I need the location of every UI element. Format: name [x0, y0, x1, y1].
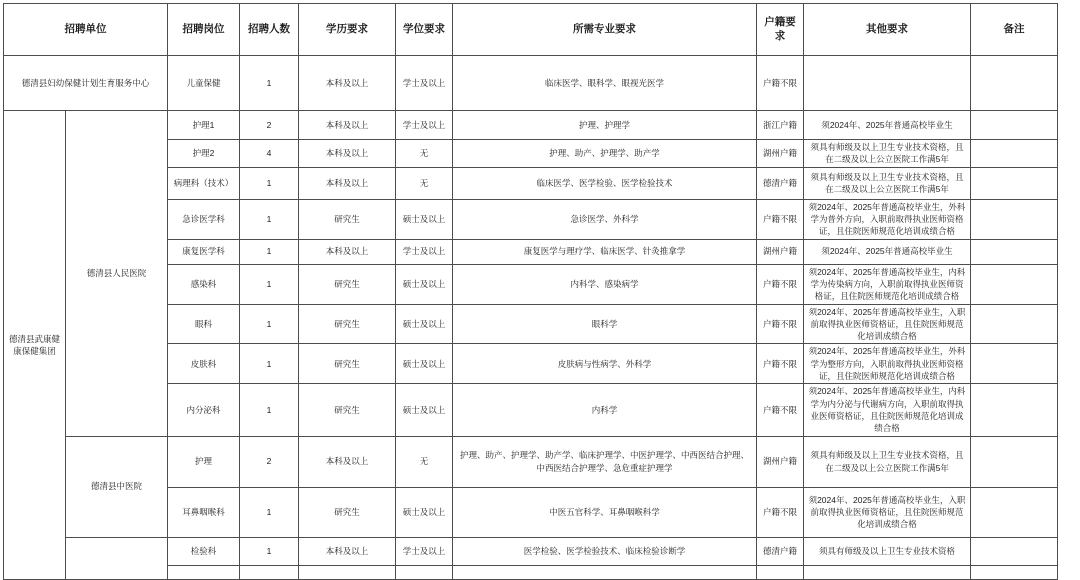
count-cell: 2	[240, 436, 299, 487]
hukou-cell: 湖州户籍	[757, 140, 804, 168]
other-cell: 须具有师级及以上卫生专业技术资格，且在二级及以上公立医院工作满5年	[804, 436, 971, 487]
degree-cell: 学士及以上	[396, 537, 453, 565]
major-cell: 康复医学与理疗学、临床医学、针灸推拿学	[453, 239, 757, 264]
other-cell: 须2024年、2025年普通高校毕业生，内科学为传染病方向，入职前取得执业医师资格证，且住院医师规范化培训成绩合格	[804, 264, 971, 304]
major-cell: 皮肤病与性病学、外科学	[453, 344, 757, 384]
edu-cell: 本科及以上	[299, 111, 396, 140]
count-cell: 1	[240, 384, 299, 436]
edu-cell	[299, 565, 396, 579]
edu-cell: 研究生	[299, 344, 396, 384]
note-cell	[971, 264, 1058, 304]
note-cell	[971, 565, 1058, 579]
hukou-cell: 湖州户籍	[757, 239, 804, 264]
major-cell: 急诊医学、外科学	[453, 199, 757, 239]
count-cell: 1	[240, 167, 299, 199]
other-cell: 须2024年、2025年普通高校毕业生，入职前取得执业医师资格证，且住院医师规范化培训成绩合格	[804, 487, 971, 537]
unit-cell: 德清县中医院	[66, 436, 168, 537]
major-cell: 内科学	[453, 384, 757, 436]
post-cell: 内分泌科	[168, 384, 240, 436]
col-header-degree: 学位要求	[396, 4, 453, 56]
note-cell	[971, 487, 1058, 537]
edu-cell: 本科及以上	[299, 537, 396, 565]
note-cell	[971, 167, 1058, 199]
other-cell: 须2024年、2025年普通高校毕业生	[804, 239, 971, 264]
degree-cell: 硕士及以上	[396, 199, 453, 239]
col-header-unit: 招聘单位	[4, 4, 168, 56]
edu-cell: 研究生	[299, 384, 396, 436]
note-cell	[971, 140, 1058, 168]
col-header-post: 招聘岗位	[168, 4, 240, 56]
post-cell: 感染科	[168, 264, 240, 304]
count-cell: 1	[240, 56, 299, 111]
other-cell: 须2024年、2025年普通高校毕业生，内科学为内分泌与代谢病方向，入职前取得执业医师资格证，且住院医师规范化培训成绩合格	[804, 384, 971, 436]
count-cell: 1	[240, 264, 299, 304]
note-cell	[971, 537, 1058, 565]
major-cell: 中医五官科学、耳鼻咽喉科学	[453, 487, 757, 537]
col-header-major: 所需专业要求	[453, 4, 757, 56]
edu-cell: 研究生	[299, 304, 396, 344]
major-cell: 护理、护理学	[453, 111, 757, 140]
hukou-cell: 德清户籍	[757, 167, 804, 199]
major-cell	[453, 565, 757, 579]
degree-cell: 硕士及以上	[396, 487, 453, 537]
note-cell	[971, 199, 1058, 239]
post-cell: 皮肤科	[168, 344, 240, 384]
other-cell	[804, 565, 971, 579]
post-cell: 护理	[168, 436, 240, 487]
post-cell	[168, 565, 240, 579]
count-cell: 1	[240, 239, 299, 264]
edu-cell: 本科及以上	[299, 140, 396, 168]
hukou-cell: 湖州户籍	[757, 436, 804, 487]
col-header-edu: 学历要求	[299, 4, 396, 56]
count-cell: 4	[240, 140, 299, 168]
degree-cell: 无	[396, 140, 453, 168]
post-cell: 护理2	[168, 140, 240, 168]
edu-cell: 研究生	[299, 264, 396, 304]
hukou-cell: 户籍不限	[757, 304, 804, 344]
degree-cell: 学士及以上	[396, 56, 453, 111]
hukou-cell: 浙江户籍	[757, 111, 804, 140]
unit-cell: 德清县人民医院	[66, 111, 168, 437]
count-cell: 1	[240, 344, 299, 384]
degree-cell: 硕士及以上	[396, 264, 453, 304]
degree-cell: 学士及以上	[396, 239, 453, 264]
post-cell: 眼科	[168, 304, 240, 344]
other-cell: 须2024年、2025年普通高校毕业生，外科学为普外方向，入职前取得执业医师资格证，且住院医师规范化培训成绩合格	[804, 199, 971, 239]
degree-cell: 硕士及以上	[396, 384, 453, 436]
note-cell	[971, 111, 1058, 140]
major-cell: 内科学、感染病学	[453, 264, 757, 304]
post-cell: 护理1	[168, 111, 240, 140]
hukou-cell: 户籍不限	[757, 344, 804, 384]
post-cell: 耳鼻咽喉科	[168, 487, 240, 537]
col-header-count: 招聘人数	[240, 4, 299, 56]
major-cell: 临床医学、医学检验、医学检验技术	[453, 167, 757, 199]
note-cell	[971, 56, 1058, 111]
degree-cell: 无	[396, 436, 453, 487]
count-cell: 1	[240, 487, 299, 537]
col-header-hukou: 户籍要求	[757, 4, 804, 56]
recruitment-table-page	[0, 3, 1080, 556]
col-header-other: 其他要求	[804, 4, 971, 56]
major-cell: 护理、助产、护理学、助产学	[453, 140, 757, 168]
post-cell: 检验科	[168, 537, 240, 565]
hukou-cell: 户籍不限	[757, 199, 804, 239]
degree-cell: 学士及以上	[396, 111, 453, 140]
unit-cell	[66, 537, 168, 579]
count-cell: 1	[240, 199, 299, 239]
degree-cell: 硕士及以上	[396, 304, 453, 344]
other-cell: 须2024年、2025年普通高校毕业生，入职前取得执业医师资格证，且住院医师规范化培训成绩合格	[804, 304, 971, 344]
degree-cell: 硕士及以上	[396, 344, 453, 384]
other-cell: 须具有师级及以上卫生专业技术资格	[804, 537, 971, 565]
edu-cell: 本科及以上	[299, 239, 396, 264]
unit-cell: 德清县妇幼保健计划生育服务中心	[4, 56, 168, 111]
edu-cell: 研究生	[299, 199, 396, 239]
major-cell: 医学检验、医学检验技术、临床检验诊断学	[453, 537, 757, 565]
post-cell: 儿童保健	[168, 56, 240, 111]
major-cell: 护理、助产、护理学、助产学、临床护理学、中医护理学、中西医结合护理、中西医结合护理学、急危重症护理学	[453, 436, 757, 487]
edu-cell: 本科及以上	[299, 436, 396, 487]
hukou-cell: 户籍不限	[757, 487, 804, 537]
edu-cell: 本科及以上	[299, 167, 396, 199]
hukou-cell: 德清户籍	[757, 537, 804, 565]
other-cell: 须具有师级及以上卫生专业技术资格，且在二级及以上公立医院工作满5年	[804, 167, 971, 199]
major-cell: 眼科学	[453, 304, 757, 344]
edu-cell: 研究生	[299, 487, 396, 537]
count-cell	[240, 565, 299, 579]
hukou-cell: 户籍不限	[757, 264, 804, 304]
note-cell	[971, 344, 1058, 384]
table-row	[4, 436, 1058, 487]
other-cell: 须2024年、2025年普通高校毕业生	[804, 111, 971, 140]
other-cell	[804, 56, 971, 111]
unit-group-cell: 德清县武康健康保健集团	[4, 111, 66, 580]
table-row	[4, 56, 1058, 111]
degree-cell	[396, 565, 453, 579]
table-row	[4, 537, 1058, 565]
count-cell: 1	[240, 537, 299, 565]
hukou-cell	[757, 565, 804, 579]
header-row	[4, 4, 1058, 56]
post-cell: 病理科（技术）	[168, 167, 240, 199]
edu-cell: 本科及以上	[299, 56, 396, 111]
post-cell: 康复医学科	[168, 239, 240, 264]
count-cell: 1	[240, 304, 299, 344]
other-cell: 须2024年、2025年普通高校毕业生，外科学为整形方向，入职前取得执业医师资格证，且住院医师规范化培训成绩合格	[804, 344, 971, 384]
col-header-note: 备注	[971, 4, 1058, 56]
note-cell	[971, 436, 1058, 487]
note-cell	[971, 384, 1058, 436]
recruitment-table	[3, 3, 1058, 580]
note-cell	[971, 239, 1058, 264]
table-row	[4, 111, 1058, 140]
hukou-cell: 户籍不限	[757, 56, 804, 111]
degree-cell: 无	[396, 167, 453, 199]
note-cell	[971, 304, 1058, 344]
major-cell: 临床医学、眼科学、眼视光医学	[453, 56, 757, 111]
post-cell: 急诊医学科	[168, 199, 240, 239]
other-cell: 须具有师级及以上卫生专业技术资格，且在二级及以上公立医院工作满5年	[804, 140, 971, 168]
count-cell: 2	[240, 111, 299, 140]
hukou-cell: 户籍不限	[757, 384, 804, 436]
